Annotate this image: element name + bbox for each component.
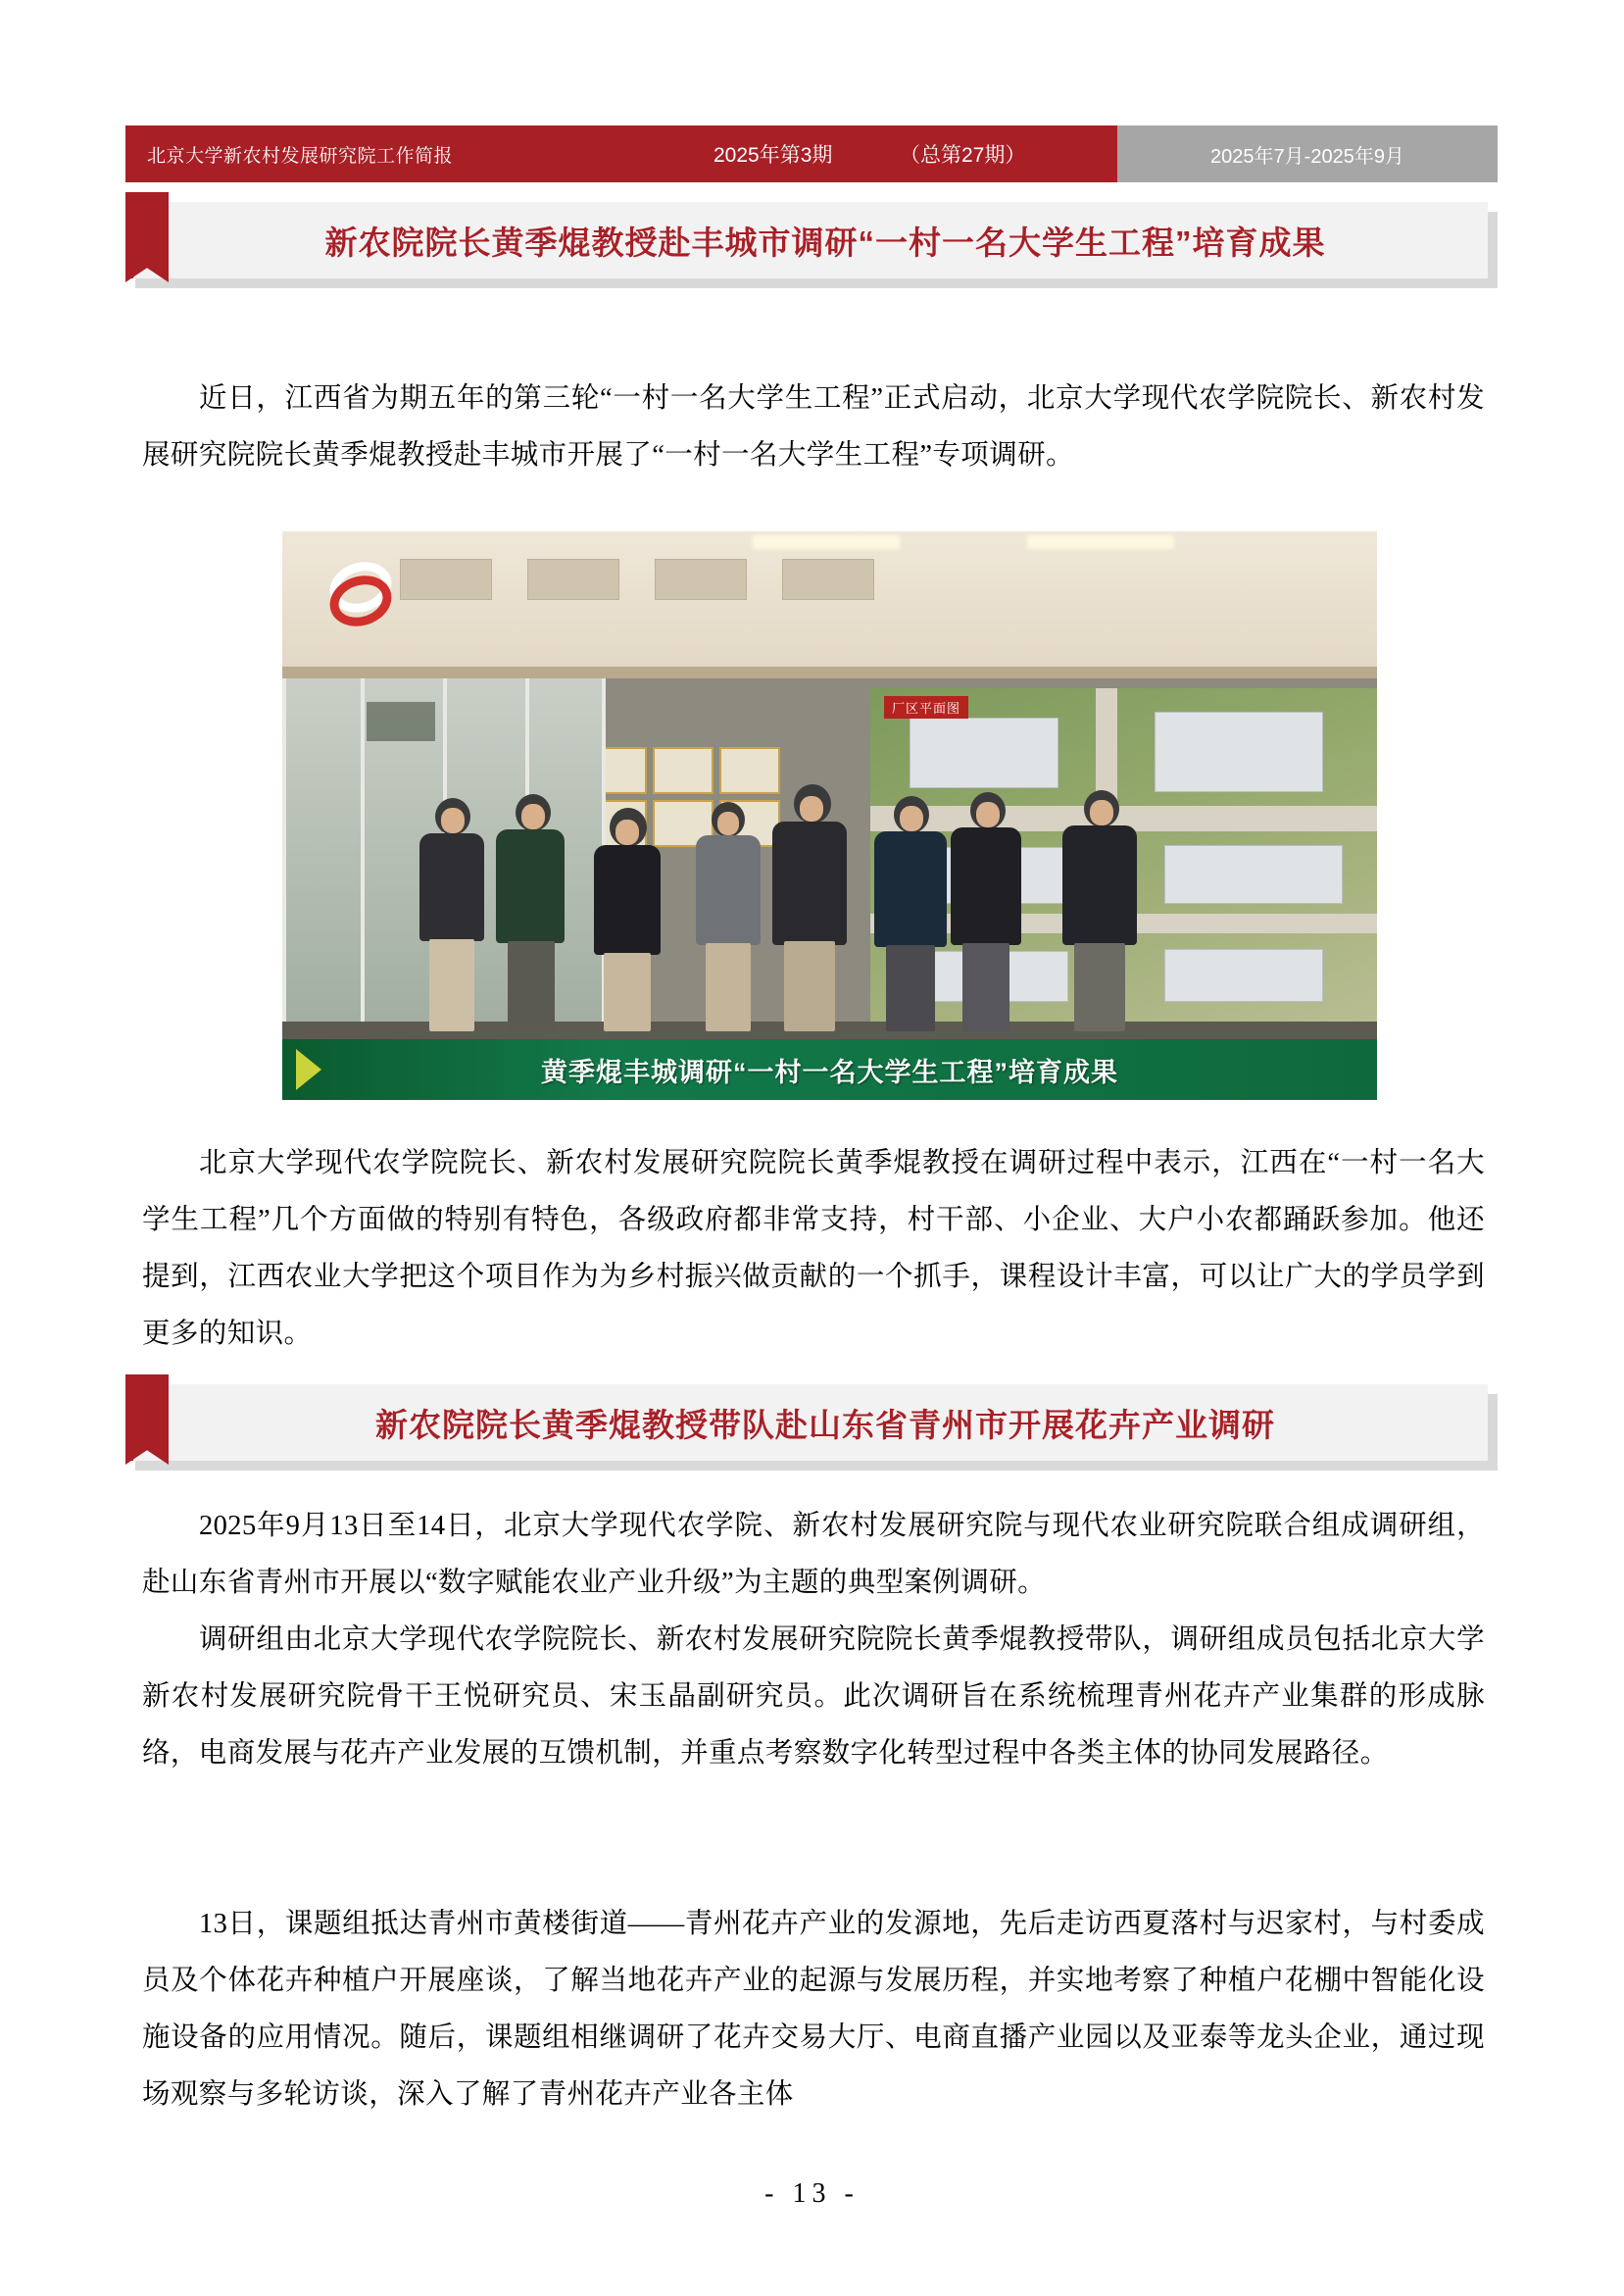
issue-total-number: （总第27期） <box>900 144 1026 167</box>
section-title: 新农院院长黄季焜教授带队赴山东省青州市开展花卉产业调研 <box>375 1406 1275 1443</box>
play-arrow-icon <box>296 1049 321 1090</box>
photo-ceiling <box>282 531 1377 678</box>
issue-period: 2025年7月-2025年9月 <box>1210 145 1404 168</box>
site-plan-label: 厂区平面图 <box>884 696 968 719</box>
tv-station-logo-icon <box>329 563 400 624</box>
page-number: - 13 - <box>764 2178 860 2209</box>
section-heading-1 <box>125 202 1498 288</box>
photo-caption-banner <box>282 1039 1377 1100</box>
issue-number: 2025年第3期 <box>714 144 833 167</box>
photo-person <box>490 794 572 1031</box>
photo-person <box>586 808 668 1031</box>
figure-photo <box>282 531 1377 1100</box>
photo-person <box>868 796 955 1031</box>
section-title: 新农院院长黄季焜教授赴丰城市调研“一村一名大学生工程”培育成果 <box>324 224 1326 261</box>
section-2-paragraph-2: 调研组由北京大学现代农学院院长、新农村发展研究院院长黄季焜教授带队，调研组成员包括北京大学新农村发展研究院骨干王悦研究员、宋玉晶副研究员。此次调研旨在系统梳理青州花卉产业集群的形成脉络，电商发展与花卉产业发展的互馈机制，并重点考察数字化转型过程中各类主体的协同发展路径。 <box>142 1624 1485 1769</box>
journal-title: 北京大学新农村发展研究院工作简报 <box>147 145 454 167</box>
heading-body <box>125 202 1488 278</box>
section-1-paragraph-2: 北京大学现代农学院院长、新农村发展研究院院长黄季焜教授在调研过程中表示，江西在“一村一名大学生工程”几个方面做的特别有特色，各级政府都非常支持，村干部、小企业、大户小农都踊跃参加。他还提到，江西农业大学把这个项目作为为乡村振兴做贡献的一个抓手，课程设计丰富，可以让广大的学员学到更多的知识。 <box>142 1148 1485 1349</box>
photo-person <box>764 784 855 1031</box>
section-1-paragraph-1: 近日，江西省为期五年的第三轮“一村一名大学生工程”正式启动，北京大学现代农学院院长、新农村发展研究院院长黄季焜教授赴丰城市开展了“一村一名大学生工程”专项调研。 <box>142 383 1485 471</box>
banner-caption-text: 黄季焜丰城调研“一村一名大学生工程”培育成果 <box>541 1057 1118 1087</box>
page-header <box>125 125 1498 182</box>
section-heading-2 <box>125 1384 1498 1471</box>
photo-person <box>690 802 768 1031</box>
section-2-paragraph-3: 13日，课题组抵达青州市黄楼街道——青州花卉产业的发源地，先后走访西夏落村与迟家村，与村委成员及个体花卉种植户开展座谈，了解当地花卉产业的起源与发展历程，并实地考察了种植户花棚中智能化设施设备的应用情况。随后，课题组相继调研了花卉交易大厅、电商直播产业园以及亚泰等龙头企业，通过现场观察与多轮访谈，深入了解了青州花卉产业各主体 <box>142 1909 1485 2110</box>
photo-person <box>1057 790 1145 1031</box>
header-right-band <box>1117 125 1498 182</box>
section-2-paragraph-1: 2025年9月13日至14日，北京大学现代农学院、新农村发展研究院与现代农业研究院联合组成调研组，赴山东省青州市开展以“数字赋能农业产业升级”为主题的典型案例调研。 <box>142 1511 1485 1598</box>
heading-body <box>125 1384 1488 1461</box>
header-left-band <box>125 125 1117 182</box>
photo-person <box>412 798 492 1031</box>
